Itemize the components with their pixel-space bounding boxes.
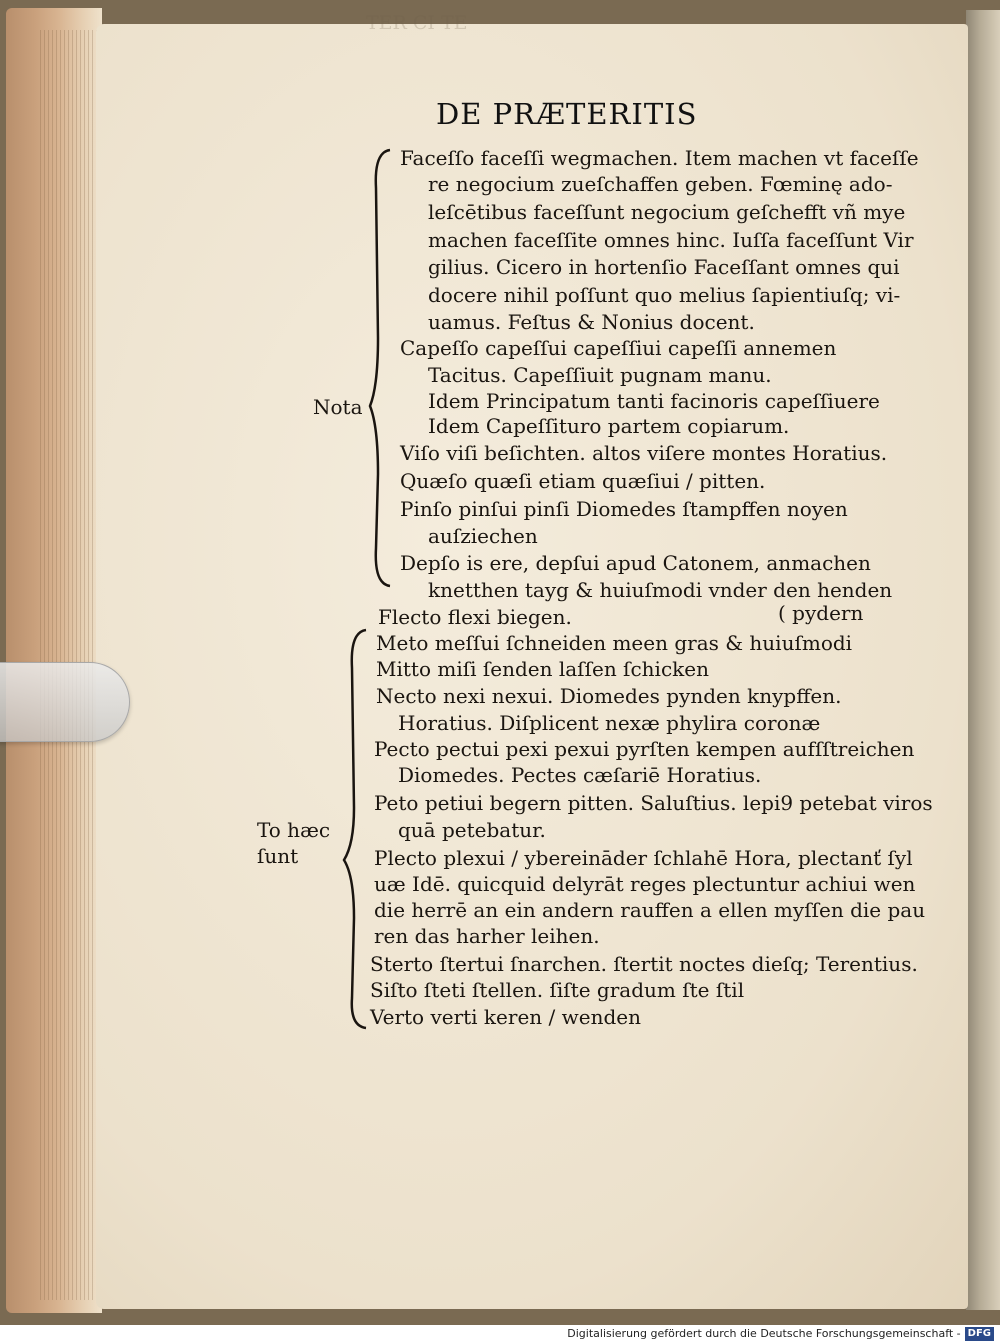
text-line: Plecto plexui / ybereināder ſchlahē Hora, plectanť ſyl bbox=[374, 846, 913, 870]
text-line: Quæſo quæſi etiam quæſiui / pitten. bbox=[400, 469, 766, 493]
dfg-logo: DFG bbox=[965, 1327, 994, 1341]
text-line: Idem Capeſſituro partem copiarum. bbox=[428, 414, 790, 438]
text-line: Tacitus. Capeſſiuit pugnam manu. bbox=[428, 363, 772, 387]
text-line: knetthen tayg & huiuſmodi vnder den henden bbox=[428, 578, 893, 602]
text-line: auſziechen bbox=[428, 524, 538, 548]
text-line: die herrē an ein andern rauffen a ellen myſſen die pau bbox=[374, 898, 926, 922]
brace-second-group bbox=[342, 628, 372, 1030]
text-line: Horatius. Diſplicent nexæ phylira coronæ bbox=[398, 711, 821, 735]
spine-edge bbox=[966, 10, 1000, 1310]
text-line: re negocium zueſchaffen geben. Fœminę ado- bbox=[428, 172, 893, 196]
text-line: ren das harher leihen. bbox=[374, 924, 600, 948]
text-line: Mitto miſi ſenden laſſen ſchicken bbox=[376, 657, 709, 681]
page-tab-marker bbox=[0, 662, 130, 742]
digitization-credit bbox=[0, 1325, 1000, 1343]
text-line: Diomedes. Pectes cæſariē Horatius. bbox=[398, 763, 762, 787]
text-line: Necto nexi nexui. Diomedes pynden knypffen. bbox=[376, 684, 842, 708]
margin-label-line-1: To hæc bbox=[257, 818, 331, 842]
text-line: Idem Principatum tanti facinoris capeſſiuere bbox=[428, 389, 880, 413]
margin-label-line-2: ſunt bbox=[257, 844, 299, 868]
text-line: gilius. Cicero in hortenſio Faceſſant omnes qui bbox=[428, 255, 900, 279]
page-title: DE PRÆTERITIS bbox=[436, 97, 698, 131]
text-line: Depſo is ere, depſui apud Catonem, anmachen bbox=[400, 551, 871, 575]
text-line: Peto petiui begern pitten. Saluſtius. lepi9 petebat viros bbox=[374, 791, 933, 815]
text-line: Sterto ſtertui ſnarchen. ſtertit noctes dieſq; Terentius. bbox=[370, 952, 918, 976]
text-line: Siſto ſteti ſtellen. ſiſte gradum ſte ſtil bbox=[370, 978, 745, 1002]
text-line: Pecto pectui pexi pexui pyrſten kempen aufſſtreichen bbox=[374, 737, 915, 761]
text-line: Pinſo pinſui pinſi Diomedes ſtampffen noyen bbox=[400, 497, 848, 521]
credit-text: Digitalisierung gefördert durch die Deutsche Forschungsgemeinschaft - bbox=[567, 1327, 961, 1340]
text-line: machen faceſſite omnes hinc. Iuſſa faceſſunt Vir bbox=[428, 228, 914, 252]
text-line: Verto verti keren / wenden bbox=[370, 1005, 641, 1029]
text-line: uæ Idē. quicquid delyrāt reges plectuntur achiui wen bbox=[374, 872, 916, 896]
text-line: docere nihil poſſunt quo melius ſapientiuſq; vi- bbox=[428, 283, 901, 307]
text-line: Capeſſo capeſſui capeſſiui capeſſi annemen bbox=[400, 336, 837, 360]
text-line: Meto meſſui ſchneiden meen gras & huiuſmodi bbox=[376, 631, 853, 655]
text-line: quā petebatur. bbox=[398, 818, 546, 842]
text-line: Viſo viſi beſichten. altos viſere montes Horatius. bbox=[400, 441, 888, 465]
text-line-pydern: ( pydern bbox=[778, 601, 864, 625]
show-through-text: TER CI TE bbox=[366, 12, 468, 34]
margin-label-nota: Nota bbox=[313, 395, 363, 419]
text-line: Faceſſo faceſſi wegmachen. Item machen vt faceſſe bbox=[400, 146, 919, 170]
brace-first-group bbox=[368, 148, 398, 588]
text-line: uamus. Feſtus & Nonius docent. bbox=[428, 310, 755, 334]
text-line: leſcētibus faceſſunt negocium geſchefft vñ mye bbox=[428, 200, 906, 224]
text-line: Flecto flexi biegen. bbox=[378, 605, 572, 629]
